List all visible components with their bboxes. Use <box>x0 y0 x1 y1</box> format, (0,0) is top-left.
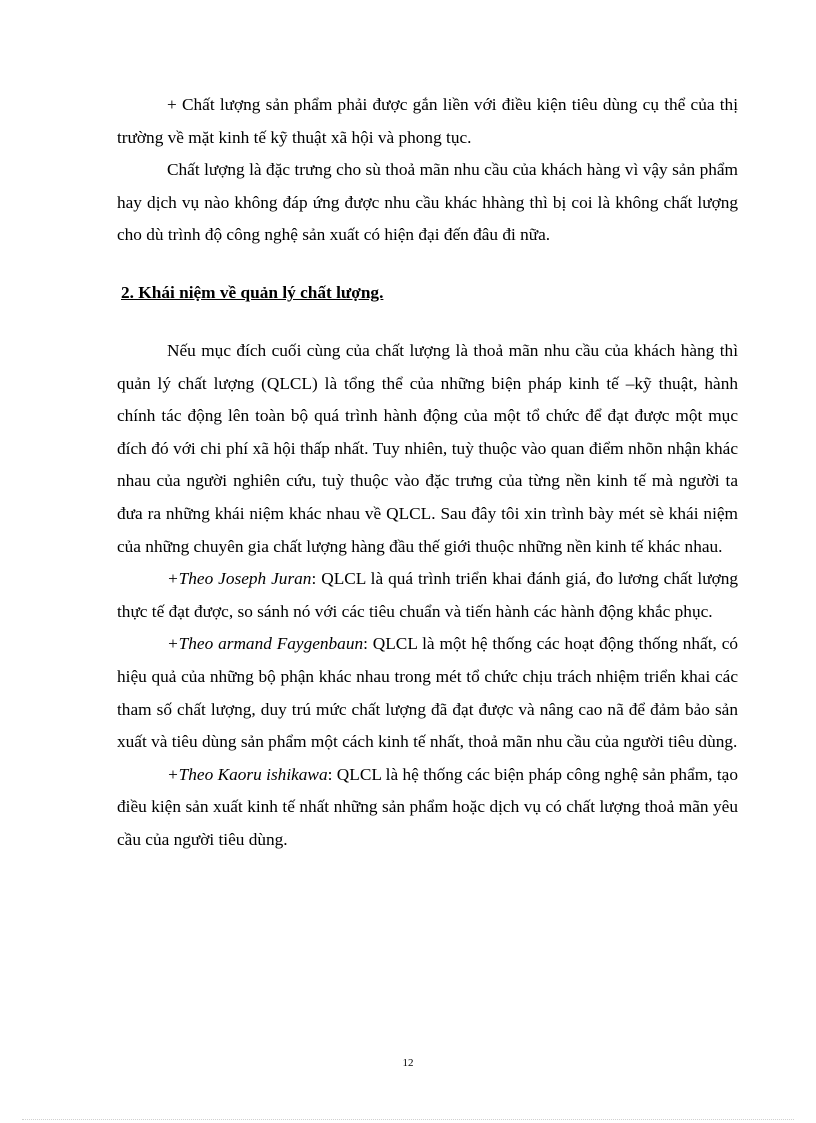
section-body <box>117 335 738 857</box>
page-number: 12 <box>402 1057 414 1069</box>
ishikawa-paragraph <box>117 759 738 857</box>
juran-paragraph <box>117 563 738 628</box>
footer-divider <box>22 1119 794 1120</box>
intro-paragraph-2: Chất lượng là đặc trưng cho sù thoả mãn nhu cầu của khách hàng vì vậy sản phẩm hay dịch vụ nào không đáp ứng được nhu cầu khác hhàng thì bị coi là không chất lượng cho dù trình độ công nghệ sản xuất có hiện đại đến đâu đi nữa. <box>117 160 738 245</box>
section-heading: 2. Khái niệm về quản lý chất lượng. <box>121 283 384 302</box>
intro-paragraph-1: + Chất lượng sản phẩm phải được gắn liền với điều kiện tiêu dùng cụ thể của thị trường về mặt kinh tế kỹ thuật xã hội và phong tục. <box>117 95 738 147</box>
juran-label: +Theo Joseph Juran <box>167 569 312 589</box>
feigenbaum-paragraph <box>117 628 738 758</box>
feigenbaum-label: +Theo armand Faygenbaun <box>167 634 364 654</box>
section-paragraph-1: Nếu mục đích cuối cùng của chất lượng là thoả mãn nhu cầu của khách hàng thì quản lý chất lượng (QLCL) là tổng thể của những biện pháp kinh tế –kỹ thuật, hành chính tác động lên toàn bộ quá trình hành động của một tổ chức để đạt được một mục đích đó với chi phí xã hội thấp nhất. Tuy nhiên, tuỳ thuộc vào quan điểm nhõn nhận khác nhau của người nghiên cứu, tuỳ thuộc vào đặc trưng của từng nền kinh tế mà người ta đưa ra những khái niệm khác nhau về QLCL. Sau đây tôi xin trình bày mét sè khái niệm của những chuyên gia chất lượng hàng đầu thế giới thuộc những nền kinh tế khác nhau. <box>117 341 738 556</box>
ishikawa-text: : QLCL là hệ thống các biện pháp công nghệ sản phẩm, tạo điều kiện sản xuất kinh tế nhất những sản phẩm hoặc dịch vụ có chất lượng thoả mãn yêu cầu của người tiêu dùng. <box>117 764 738 849</box>
juran-text: : QLCL là quá trình triển khai đánh giá, đo lương chất lượng thực tế đạt được, so sánh nó với các tiêu chuẩn và tiến hành các hành động khắc phục. <box>117 569 738 621</box>
intro-block <box>117 89 738 252</box>
feigenbaum-text: : QLCL là một hệ thống các hoạt động thống nhất, có hiệu quả của những bộ phận khác nhau trong mét tổ chức chịu trách nhiệm triển khai các tham số chất lượng, duy trú mức chất lượng đã đạt được và nâng cao nã để đảm bảo sản xuất và tiêu dùng sản phẩm một cách kinh tế nhất, thoả mãn nhu cầu của người tiêu dùng. <box>117 634 739 752</box>
ishikawa-label: +Theo Kaoru ishikawa <box>167 764 328 784</box>
